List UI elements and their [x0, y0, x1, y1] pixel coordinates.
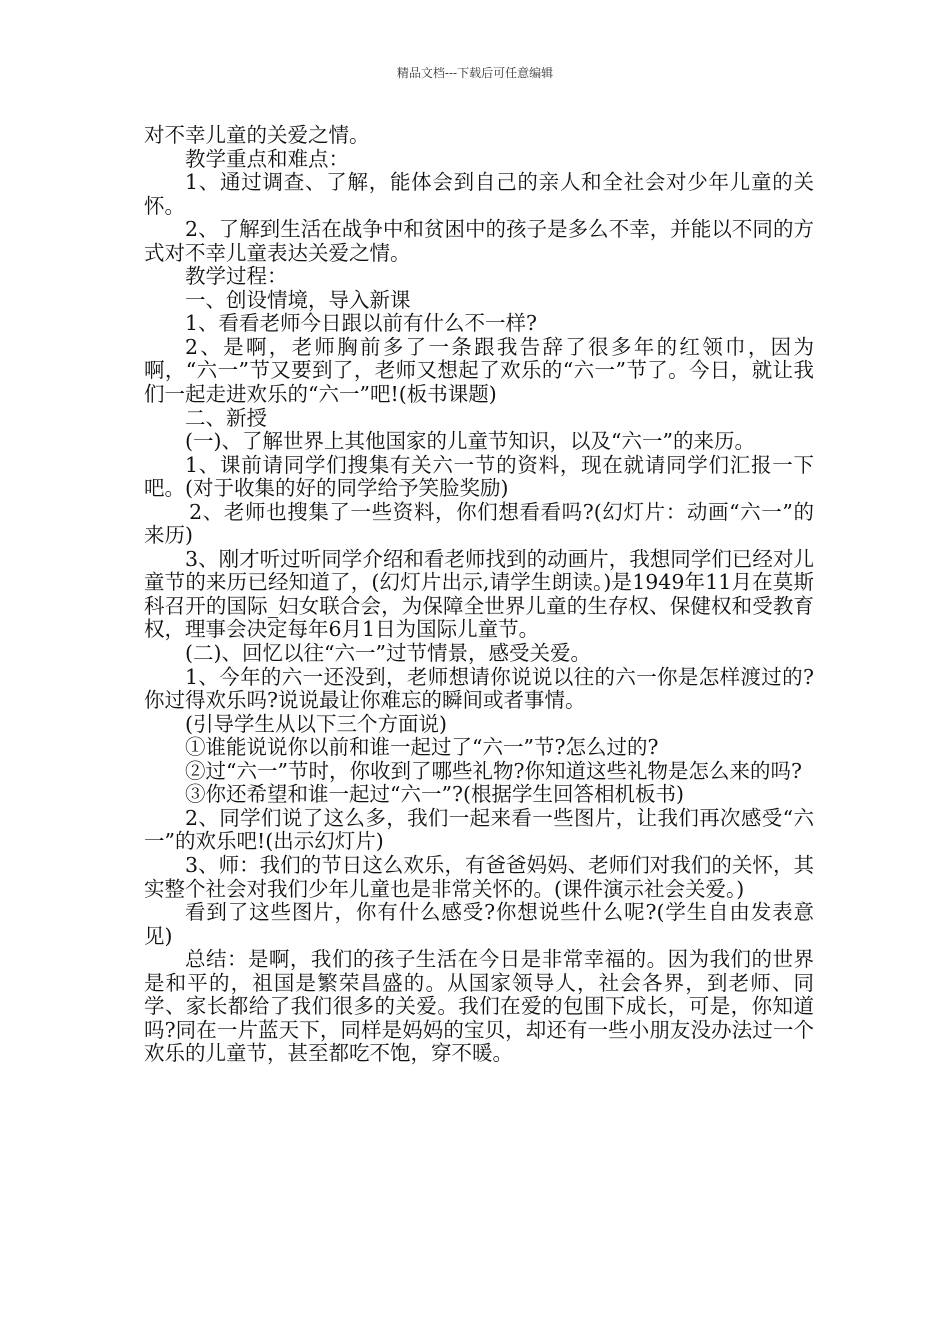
paragraph: 1、课前请同学们搜集有关六一节的资料，现在就请同学们汇报一下吧。(对于收集的好的同学给予笑脸奖励) [144, 452, 814, 501]
paragraph: 3、师：我们的节日这么欢乐，有爸爸妈妈、老师们对我们的关怀，其实整个社会对我们少年儿童也是非常关怀的。(课件演示社会关爱。) [144, 852, 814, 901]
paragraph: 2、是啊，老师胸前多了一条跟我告辞了很多年的红领巾，因为啊，“六一”节又要到了，老师又想起了欢乐的“六一”节了。今日，就让我们一起走进欢乐的“六一”吧!(板书课题) [144, 334, 814, 407]
paragraph: 总结：是啊，我们的孩子生活在今日是非常幸福的。因为我们的世界是和平的，祖国是繁荣昌盛的。从国家领导人，社会各界，到老师、同学、家长都给了我们很多的关爱。我们在爱的包围下成长，可是，你知道吗?同在一片蓝天下，同样是妈妈的宝贝，却还有一些小朋友没办法过一个欢乐的儿童节，甚至都吃不饱，穿不暖。 [144, 947, 814, 1066]
paragraph: (二)、回忆以往“六一”过节情景，感受关爱。 [185, 641, 591, 666]
paragraph: 2、老师也搜集了一些资料，你们想看看吗?(幻灯片：动画“六一”的来历) [144, 499, 814, 548]
paragraph: 2、了解到生活在战争中和贫困中的孩子是多么不幸，并能以不同的方式对不幸儿童表达关爱之情。 [144, 217, 814, 265]
paragraph: 1、通过调查、了解，能体会到自己的亲人和全社会对少年儿童的关怀。 [144, 170, 814, 218]
paragraph: ②过“六一”节时，你收到了哪些礼物?你知道这些礼物是怎么来的吗? [185, 758, 802, 783]
paragraph: (引导学生从以下三个方面说) [185, 711, 447, 736]
paragraph: 2、同学们说了这么多，我们一起来看一些图片，让我们再次感受“六一”的欢乐吧!(出示幻灯片) [144, 805, 814, 854]
paragraph: 对不幸儿童的关爱之情。 [144, 123, 370, 147]
paragraph: 看到了这些图片，你有什么感受?你想说些什么呢?(学生自由发表意见) [144, 900, 814, 948]
paragraph: ①谁能说说你以前和谁一起过了“六一”节?怎么过的? [185, 735, 659, 760]
paragraph: 1、今年的六一还没到，老师想请你说说以往的六一你是怎样渡过的?你过得欢乐吗?说说最让你难忘的瞬间或者事情。 [144, 664, 814, 713]
paragraph: 3、刚才听过听同学介绍和看老师找到的动画片，我想同学们已经对儿童节的来历已经知道了，(幻灯片出示,请学生朗读。)是1949年11月在莫斯科召开的国际_妇女联合会，为保障全世界儿童的生存权、保健权和受教育权，理事会决定每年6月1日为国际儿童节。 [144, 546, 814, 642]
paragraph: 一、创设情境，导入新课 [185, 287, 411, 312]
paragraph: 教学过程： [185, 264, 288, 289]
paragraph: 1、看看老师今日跟以前有什么不一样? [185, 311, 538, 336]
document-body [144, 124, 814, 1066]
paragraph: 二、新授 [185, 405, 267, 430]
paragraph: ③你还希望和谁一起过“六一”?(根据学生回答相机板书) [185, 782, 684, 807]
page-header: 精品文档---下载后可任意编辑 [396, 66, 554, 80]
paragraph: 教学重点和难点： [185, 146, 349, 171]
paragraph: (一)、了解世界上其他国家的儿童节知识，以及“六一”的来历。 [185, 429, 755, 454]
